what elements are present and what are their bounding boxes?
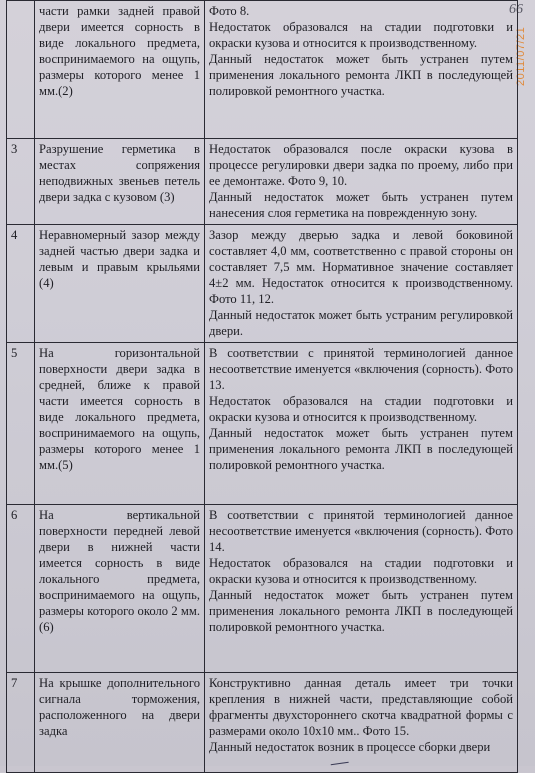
description-paragraph: Недостаток образовался на стадии подготовки и окраски кузова и относится к производственному. bbox=[209, 556, 513, 586]
description-paragraph: Данный недостаток может быть устраним регулировкой двери. bbox=[209, 308, 513, 338]
description-paragraph: Недостаток образовался на стадии подготовки и окраски кузова и относится к производственному. bbox=[209, 20, 513, 50]
description-paragraph: Данный недостаток может быть устранен путем применения локального ремонта ЛКП в последующей полировкой ремонтного участка. bbox=[209, 588, 513, 634]
defect-name: части рамки задней правой двери имеется сорность в виде локального предмета, воспринимаемого на ощупь, размеры которого менее 1 мм.(2) bbox=[35, 1, 205, 139]
description-paragraph: Данный недостаток может быть устранен путем применения локального ремонта ЛКП в последующей полировкой ремонтного участка. bbox=[209, 52, 513, 98]
description-paragraph: Данный недостаток может быть устранен путем нанесения слоя герметика на поврежденную зону. bbox=[209, 190, 513, 220]
description-paragraph: Данный недостаток возник в процессе сборки двери bbox=[209, 740, 491, 754]
defect-description bbox=[205, 673, 518, 773]
defect-description bbox=[205, 225, 518, 343]
description-paragraph: Фото 8. bbox=[209, 4, 250, 18]
table-row bbox=[7, 139, 518, 225]
row-number: 4 bbox=[7, 225, 35, 343]
defect-description bbox=[205, 343, 518, 505]
defect-name: Неравномерный зазор между задней частью двери задка и левым и правым крыльями (4) bbox=[35, 225, 205, 343]
row-number: 3 bbox=[7, 139, 35, 225]
table-row bbox=[7, 225, 518, 343]
description-paragraph: Зазор между дверью задка и левой боковиной составляет 4,0 мм, соответственно с правой стороны он составляет 7,5 мм. Нормативное значение составляет 4±2 мм. Недостаток относится к производственному. Фото 11, 12. bbox=[209, 228, 513, 306]
description-paragraph: В соответствии с принятой терминологией данное несоответствие именуется «включения (сорность). Фото 14. bbox=[209, 508, 513, 554]
defect-description bbox=[205, 139, 518, 225]
description-paragraph: Конструктивно данная деталь имеет три точки крепления в нижней части, представляющие собой фрагменты двухстороннего скотча квадратной формы с размерами около 10х10 мм.. Фото 15. bbox=[209, 676, 513, 738]
defects-table bbox=[6, 0, 518, 773]
table-row bbox=[7, 505, 518, 673]
row-number: 5 bbox=[7, 343, 35, 505]
defect-description bbox=[205, 505, 518, 673]
description-paragraph: Данный недостаток может быть устранен путем применения локального ремонта ЛКП в последующей полировкой ремонтного участка. bbox=[209, 426, 513, 472]
description-paragraph: Недостаток образовался на стадии подготовки и окраски кузова и относится к производственному. bbox=[209, 394, 513, 424]
table-row bbox=[7, 673, 518, 773]
row-number: 6 bbox=[7, 505, 35, 673]
table-row bbox=[7, 343, 518, 505]
row-number bbox=[7, 1, 35, 139]
description-paragraph: В соответствии с принятой терминологией данное несоответствие именуется «включения (сорность). Фото 13. bbox=[209, 346, 513, 392]
description-paragraph: Недостаток образовался после окраски кузова в процессе регулировки двери задка по проему, либо при ее демонтаже. Фото 9, 10. bbox=[209, 142, 513, 188]
defect-name: На вертикальной поверхности передней левой двери в нижней части имеется сорность в виде локального предмета, воспринимаемого на ощупь, размеры которого около 2 мм. (6) bbox=[35, 505, 205, 673]
row-number: 7 bbox=[7, 673, 35, 773]
table-row bbox=[7, 1, 518, 139]
defect-description bbox=[205, 1, 518, 139]
defect-name: На горизонтальной поверхности двери задка в средней, ближе к правой части имеется сорность в виде локального предмета, воспринимаемого на ощупь, размеры которого менее 1 мм.(5) bbox=[35, 343, 205, 505]
defect-name: Разрушение герметика в местах сопряжения неподвижных звеньев петель двери задка с кузовом (3) bbox=[35, 139, 205, 225]
page-number-mark: 66 bbox=[509, 2, 523, 17]
defect-name: На крышке дополнительного сигнала торможения, расположенного на двери задка bbox=[35, 673, 205, 773]
date-stamp: 2011/07/21 bbox=[515, 26, 527, 86]
